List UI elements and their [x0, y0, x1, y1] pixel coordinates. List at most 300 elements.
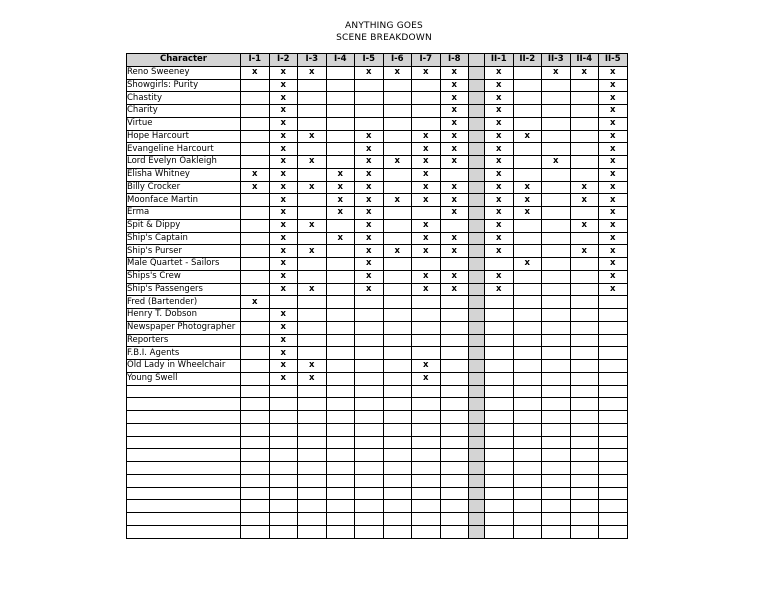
scene-mark-cell [241, 372, 270, 385]
scene-mark-cell [241, 449, 270, 462]
table-row [127, 321, 628, 334]
scene-mark-cell [542, 513, 571, 526]
table-row [127, 372, 628, 385]
scene-mark-cell [383, 207, 412, 220]
scene-mark-cell: x [485, 92, 514, 105]
scene-mark-cell: x [485, 270, 514, 283]
scene-mark-cell [326, 462, 355, 475]
scene-mark-cell [383, 449, 412, 462]
scene-mark-cell [412, 117, 441, 130]
scene-mark-cell [570, 487, 599, 500]
scene-mark-cell [298, 117, 327, 130]
act-divider [469, 500, 485, 513]
scene-mark-cell: x [412, 66, 441, 79]
scene-mark-cell [412, 436, 441, 449]
scene-mark-cell [383, 347, 412, 360]
scene-mark-cell: x [599, 207, 628, 220]
scene-mark-cell [355, 372, 384, 385]
table-row [127, 309, 628, 322]
scene-mark-cell [326, 334, 355, 347]
scene-header: II-5 [599, 54, 628, 67]
scene-mark-cell: x [269, 219, 298, 232]
scene-mark-cell [440, 423, 469, 436]
scene-mark-cell [269, 487, 298, 500]
scene-mark-cell [570, 500, 599, 513]
act-divider [469, 143, 485, 156]
scene-mark-cell [542, 245, 571, 258]
scene-mark-cell: x [241, 66, 270, 79]
scene-mark-cell: x [513, 207, 542, 220]
scene-mark-cell [383, 181, 412, 194]
scene-mark-cell [298, 105, 327, 118]
scene-mark-cell [513, 372, 542, 385]
scene-mark-cell [355, 513, 384, 526]
scene-mark-cell: x [440, 156, 469, 169]
scene-mark-cell [355, 500, 384, 513]
scene-mark-cell [412, 474, 441, 487]
scene-header: I-6 [383, 54, 412, 67]
table-row [127, 130, 628, 143]
scene-mark-cell [599, 360, 628, 373]
character-name-cell [127, 487, 241, 500]
scene-mark-cell: x [355, 232, 384, 245]
character-name-cell: Young Swell [127, 372, 241, 385]
scene-mark-cell [241, 194, 270, 207]
scene-mark-cell [326, 283, 355, 296]
scene-mark-cell: x [355, 181, 384, 194]
scene-mark-cell [298, 436, 327, 449]
scene-mark-cell [570, 360, 599, 373]
character-name-cell: Newspaper Photographer [127, 321, 241, 334]
scene-mark-cell [599, 525, 628, 538]
act-divider [469, 117, 485, 130]
scene-mark-cell: x [355, 258, 384, 271]
scene-mark-cell [440, 398, 469, 411]
scene-mark-cell [485, 423, 514, 436]
table-row [127, 411, 628, 424]
scene-mark-cell [269, 525, 298, 538]
scene-mark-cell [298, 500, 327, 513]
scene-mark-cell: x [599, 130, 628, 143]
scene-mark-cell [298, 487, 327, 500]
scene-mark-cell [412, 296, 441, 309]
character-name-cell: Reno Sweeney [127, 66, 241, 79]
scene-mark-cell [383, 513, 412, 526]
scene-header: I-3 [298, 54, 327, 67]
scene-mark-cell: x [412, 270, 441, 283]
scene-mark-cell: x [513, 258, 542, 271]
scene-mark-cell [412, 411, 441, 424]
scene-mark-cell: x [599, 156, 628, 169]
scene-mark-cell [485, 500, 514, 513]
scene-mark-cell [355, 79, 384, 92]
scene-mark-cell [599, 500, 628, 513]
scene-mark-cell [513, 334, 542, 347]
character-name-cell [127, 500, 241, 513]
table-row [127, 398, 628, 411]
scene-mark-cell [298, 398, 327, 411]
scene-mark-cell [440, 168, 469, 181]
scene-mark-cell: x [355, 143, 384, 156]
scene-mark-cell [542, 105, 571, 118]
scene-mark-cell [485, 385, 514, 398]
scene-mark-cell: x [485, 194, 514, 207]
scene-mark-cell [599, 321, 628, 334]
scene-mark-cell: x [440, 245, 469, 258]
scene-mark-cell [326, 487, 355, 500]
scene-mark-cell: x [269, 283, 298, 296]
scene-mark-cell [440, 334, 469, 347]
scene-mark-cell: x [355, 245, 384, 258]
scene-mark-cell [383, 296, 412, 309]
character-name-cell: Charity [127, 105, 241, 118]
scene-mark-cell [513, 156, 542, 169]
scene-mark-cell: x [355, 219, 384, 232]
scene-mark-cell [326, 79, 355, 92]
character-name-cell [127, 462, 241, 475]
act-divider [469, 525, 485, 538]
scene-mark-cell [599, 398, 628, 411]
scene-mark-cell [298, 79, 327, 92]
table-row [127, 487, 628, 500]
scene-mark-cell [326, 143, 355, 156]
scene-mark-cell [298, 296, 327, 309]
scene-mark-cell [542, 258, 571, 271]
scene-mark-cell [298, 474, 327, 487]
scene-mark-cell [383, 105, 412, 118]
document-titles [0, 20, 768, 44]
scene-mark-cell: x [298, 245, 327, 258]
scene-mark-cell [383, 487, 412, 500]
table-row [127, 92, 628, 105]
act-divider [469, 245, 485, 258]
scene-mark-cell: x [269, 321, 298, 334]
character-name-cell [127, 423, 241, 436]
scene-mark-cell [241, 309, 270, 322]
scene-mark-cell: x [513, 181, 542, 194]
scene-mark-cell [440, 372, 469, 385]
table-row [127, 283, 628, 296]
scene-mark-cell: x [298, 130, 327, 143]
scene-mark-cell [355, 525, 384, 538]
scene-mark-cell [542, 181, 571, 194]
scene-mark-cell: x [355, 207, 384, 220]
scene-mark-cell [440, 525, 469, 538]
scene-mark-cell [513, 411, 542, 424]
scene-mark-cell: x [570, 194, 599, 207]
scene-mark-cell [383, 219, 412, 232]
scene-mark-cell [513, 436, 542, 449]
scene-mark-cell [241, 500, 270, 513]
scene-mark-cell [241, 245, 270, 258]
scene-mark-cell [241, 130, 270, 143]
scene-mark-cell [513, 347, 542, 360]
scene-mark-cell: x [485, 130, 514, 143]
scene-mark-cell [570, 92, 599, 105]
character-name-cell: Reporters [127, 334, 241, 347]
scene-mark-cell [269, 398, 298, 411]
scene-mark-cell: x [269, 181, 298, 194]
scene-mark-cell: x [269, 372, 298, 385]
scene-mark-cell [513, 385, 542, 398]
scene-mark-cell [241, 117, 270, 130]
scene-mark-cell: x [298, 360, 327, 373]
character-name-cell: Ship's Purser [127, 245, 241, 258]
scene-mark-cell [542, 385, 571, 398]
scene-mark-cell [241, 258, 270, 271]
character-name-cell: Billy Crocker [127, 181, 241, 194]
scene-mark-cell [542, 525, 571, 538]
scene-mark-cell [383, 500, 412, 513]
act-divider [469, 449, 485, 462]
act-divider [469, 385, 485, 398]
scene-mark-cell [326, 423, 355, 436]
scene-mark-cell [355, 117, 384, 130]
scene-mark-cell [412, 347, 441, 360]
scene-mark-cell: x [440, 232, 469, 245]
character-name-cell: Chastity [127, 92, 241, 105]
act-divider [469, 360, 485, 373]
scene-mark-cell [241, 207, 270, 220]
scene-mark-cell [355, 347, 384, 360]
scene-mark-cell: x [269, 258, 298, 271]
scene-mark-cell [326, 309, 355, 322]
scene-mark-cell: x [355, 194, 384, 207]
act-divider [469, 372, 485, 385]
scene-mark-cell: x [599, 270, 628, 283]
scene-mark-cell [326, 449, 355, 462]
scene-mark-cell: x [440, 130, 469, 143]
scene-mark-cell: x [412, 143, 441, 156]
scene-mark-cell: x [485, 219, 514, 232]
act-divider [469, 258, 485, 271]
scene-mark-cell [513, 245, 542, 258]
table-row [127, 449, 628, 462]
scene-mark-cell: x [599, 219, 628, 232]
scene-mark-cell: x [412, 194, 441, 207]
scene-mark-cell: x [269, 334, 298, 347]
scene-mark-cell [570, 296, 599, 309]
scene-mark-cell: x [326, 232, 355, 245]
scene-mark-cell [599, 347, 628, 360]
character-name-cell: Lord Evelyn Oakleigh [127, 156, 241, 169]
scene-mark-cell [570, 372, 599, 385]
table-row [127, 245, 628, 258]
scene-mark-cell [440, 487, 469, 500]
scene-mark-cell [412, 258, 441, 271]
scene-mark-cell [542, 296, 571, 309]
scene-mark-cell [599, 462, 628, 475]
character-name-cell: Moonface Martin [127, 194, 241, 207]
scene-mark-cell [513, 105, 542, 118]
scene-header: I-8 [440, 54, 469, 67]
scene-mark-cell: x [326, 168, 355, 181]
scene-mark-cell [513, 143, 542, 156]
scene-mark-cell [298, 513, 327, 526]
scene-mark-cell [412, 334, 441, 347]
scene-mark-cell [440, 513, 469, 526]
scene-mark-cell [412, 487, 441, 500]
scene-mark-cell [269, 436, 298, 449]
act-divider [469, 105, 485, 118]
document-subtitle: SCENE BREAKDOWN [336, 33, 432, 43]
scene-mark-cell [440, 411, 469, 424]
scene-mark-cell: x [355, 283, 384, 296]
scene-mark-cell [485, 372, 514, 385]
table-row [127, 194, 628, 207]
scene-mark-cell [326, 66, 355, 79]
scene-mark-cell [326, 321, 355, 334]
scene-mark-cell: x [440, 181, 469, 194]
scene-mark-cell [326, 296, 355, 309]
table-row [127, 79, 628, 92]
scene-mark-cell [440, 462, 469, 475]
scene-mark-cell [513, 117, 542, 130]
scene-mark-cell: x [269, 92, 298, 105]
scene-mark-cell [241, 411, 270, 424]
scene-mark-cell [241, 321, 270, 334]
scene-mark-cell: x [269, 360, 298, 373]
scene-mark-cell [542, 334, 571, 347]
scene-mark-cell [485, 360, 514, 373]
scene-mark-cell [599, 411, 628, 424]
scene-mark-cell: x [298, 181, 327, 194]
act-divider [469, 232, 485, 245]
scene-mark-cell [570, 462, 599, 475]
scene-mark-cell [412, 398, 441, 411]
scene-mark-cell [383, 411, 412, 424]
scene-mark-cell: x [440, 66, 469, 79]
scene-mark-cell [570, 334, 599, 347]
act-divider [469, 181, 485, 194]
act-divider [469, 309, 485, 322]
table-row [127, 513, 628, 526]
scene-mark-cell [570, 130, 599, 143]
scene-mark-cell [513, 487, 542, 500]
scene-mark-cell: x [241, 181, 270, 194]
scene-mark-cell: x [269, 194, 298, 207]
scene-mark-cell [298, 321, 327, 334]
scene-mark-cell [383, 321, 412, 334]
scene-mark-cell [542, 474, 571, 487]
scene-mark-cell: x [241, 168, 270, 181]
scene-mark-cell: x [485, 207, 514, 220]
scene-mark-cell [440, 385, 469, 398]
scene-mark-cell [570, 385, 599, 398]
act-divider [469, 194, 485, 207]
scene-mark-cell: x [355, 168, 384, 181]
scene-mark-cell: x [241, 296, 270, 309]
scene-mark-cell [383, 423, 412, 436]
scene-mark-cell: x [269, 309, 298, 322]
scene-mark-cell [355, 309, 384, 322]
scene-mark-cell [298, 258, 327, 271]
scene-mark-cell [542, 423, 571, 436]
scene-mark-cell [269, 411, 298, 424]
scene-mark-cell [513, 296, 542, 309]
scene-mark-cell: x [383, 194, 412, 207]
scene-mark-cell [542, 219, 571, 232]
scene-mark-cell: x [383, 245, 412, 258]
scene-mark-cell [298, 232, 327, 245]
scene-header: II-4 [570, 54, 599, 67]
table-row [127, 270, 628, 283]
scene-mark-cell [241, 347, 270, 360]
scene-mark-cell [485, 474, 514, 487]
scene-header: I-4 [326, 54, 355, 67]
character-name-cell [127, 474, 241, 487]
scene-mark-cell [570, 270, 599, 283]
scene-mark-cell: x [485, 79, 514, 92]
scene-mark-cell [241, 487, 270, 500]
scene-mark-cell [542, 360, 571, 373]
scene-mark-cell: x [412, 372, 441, 385]
scene-mark-cell: x [599, 283, 628, 296]
act-divider [469, 474, 485, 487]
scene-mark-cell: x [599, 143, 628, 156]
act-divider [469, 219, 485, 232]
scene-mark-cell [513, 513, 542, 526]
scene-mark-cell [542, 130, 571, 143]
scene-mark-cell [269, 474, 298, 487]
scene-mark-cell [570, 79, 599, 92]
character-name-cell [127, 436, 241, 449]
scene-mark-cell [241, 270, 270, 283]
scene-mark-cell [298, 423, 327, 436]
scene-mark-cell [570, 309, 599, 322]
act-divider [469, 130, 485, 143]
scene-mark-cell: x [599, 194, 628, 207]
scene-mark-cell [269, 385, 298, 398]
scene-mark-cell [570, 117, 599, 130]
character-name-cell: Male Quartet - Sailors [127, 258, 241, 271]
scene-mark-cell: x [412, 130, 441, 143]
scene-mark-cell [513, 232, 542, 245]
scene-mark-cell: x [599, 79, 628, 92]
scene-mark-cell [485, 347, 514, 360]
scene-mark-cell [326, 105, 355, 118]
scene-mark-cell [440, 219, 469, 232]
scene-mark-cell [412, 207, 441, 220]
scene-mark-cell: x [599, 168, 628, 181]
scene-mark-cell [542, 207, 571, 220]
scene-mark-cell [570, 436, 599, 449]
scene-mark-cell [241, 360, 270, 373]
character-name-cell: Showgirls: Purity [127, 79, 241, 92]
scene-mark-cell: x [298, 156, 327, 169]
scene-mark-cell [298, 168, 327, 181]
scene-mark-cell [298, 334, 327, 347]
scene-mark-cell [383, 309, 412, 322]
scene-mark-cell [269, 513, 298, 526]
scene-mark-cell [241, 462, 270, 475]
scene-mark-cell [383, 360, 412, 373]
table-row [127, 500, 628, 513]
scene-mark-cell: x [599, 258, 628, 271]
scene-mark-cell [355, 385, 384, 398]
scene-mark-cell [326, 525, 355, 538]
scene-mark-cell [326, 474, 355, 487]
table-row [127, 347, 628, 360]
table-row [127, 168, 628, 181]
scene-mark-cell [412, 423, 441, 436]
act-divider [469, 436, 485, 449]
table-row [127, 436, 628, 449]
scene-mark-cell: x [269, 168, 298, 181]
act-divider [469, 168, 485, 181]
scene-mark-cell [485, 321, 514, 334]
scene-mark-cell: x [440, 79, 469, 92]
